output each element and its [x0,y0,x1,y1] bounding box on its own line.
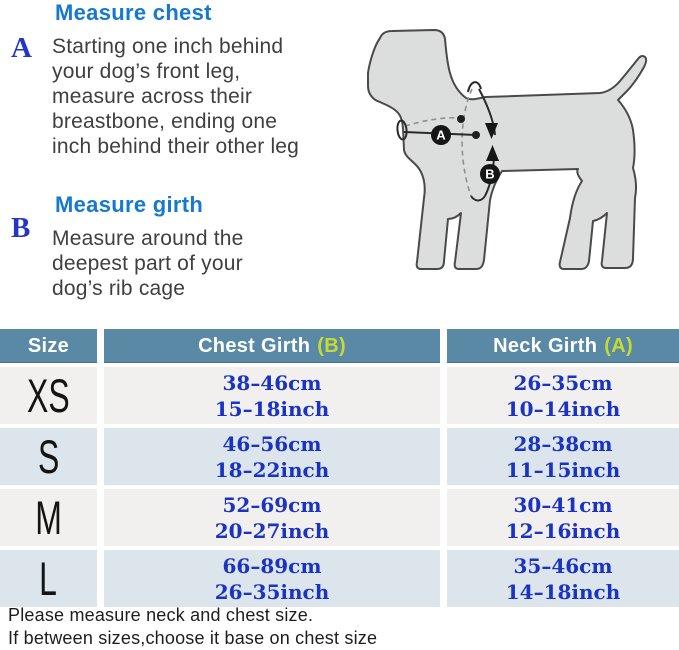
chest-cm: 66–89cm [222,553,322,578]
neck-cell-l [447,550,679,607]
size-cell-l [0,550,97,607]
measure-girth-block [0,192,348,301]
size-cell-xs [0,367,97,424]
instruction-text-column [0,0,348,301]
size-cell-m [0,489,97,546]
neck-cell-xs [447,367,679,424]
neck-inch: 11–15inch [505,457,621,482]
neck-inch: 14–18inch [505,579,621,604]
neck-inch: 10–14inch [505,396,621,421]
chest-girth-label: Chest Girth [198,334,311,357]
neck-cm: 35–46cm [513,553,613,578]
chest-cell-l [104,550,440,607]
column-header-chest-girth [104,329,440,363]
measure-dot-right [472,131,480,139]
chest-cell-m [104,489,440,546]
chest-inch: 26–35inch [214,579,330,604]
chest-cm: 46–56cm [222,431,322,456]
size-label: L [39,552,58,605]
measure-dot-top [457,115,465,123]
size-label: XS [27,369,70,422]
neck-cm: 26–35cm [513,370,613,395]
neck-inch: 12–16inch [505,518,621,543]
column-header-size: Size [0,329,97,363]
measure-girth-row [0,212,348,301]
measure-chest-block [0,0,348,159]
measure-chest-row [0,34,348,159]
neck-cm: 28–38cm [513,431,613,456]
dog-measurement-diagram [340,18,679,318]
chest-cell-s [104,428,440,485]
chest-inch: 15–18inch [214,396,330,421]
chest-girth-badge: (B) [317,334,346,357]
footnote-line-2: If between sizes,choose it base on chest size [8,628,378,648]
chest-cm: 38–46cm [222,370,322,395]
footnote-line-1: Please measure neck and chest size. [8,605,314,625]
marker-a-letter: A [436,127,446,143]
chest-cell-xs [104,367,440,424]
measure-chest-heading: Measure chest [55,0,212,25]
marker-a-label: A [11,32,32,64]
dog-silhouette [368,30,646,269]
measure-chest-text: Starting one inch behind your dog’s front leg, measure across their breastbone, ending one inch behind their other leg [52,35,300,158]
column-header-neck-girth [447,329,679,363]
measure-girth-text: Measure around the deepest part of your dog’s rib cage [52,227,244,300]
size-label: M [35,491,62,544]
footnote [8,604,668,650]
chest-inch: 20–27inch [214,518,330,543]
chest-inch: 18–22inch [214,457,330,482]
neck-cell-m [447,489,679,546]
size-cell-s [0,428,97,485]
neck-cm: 30–41cm [513,492,613,517]
size-label: S [37,430,60,483]
neck-cell-s [447,428,679,485]
chest-cm: 52–69cm [222,492,322,517]
size-chart-table [0,329,679,607]
neck-girth-label: Neck Girth [493,334,598,357]
measure-girth-heading: Measure girth [55,192,204,217]
marker-b-letter: B [485,166,495,182]
neck-girth-badge: (A) [604,334,633,357]
marker-b-label: B [11,212,31,244]
